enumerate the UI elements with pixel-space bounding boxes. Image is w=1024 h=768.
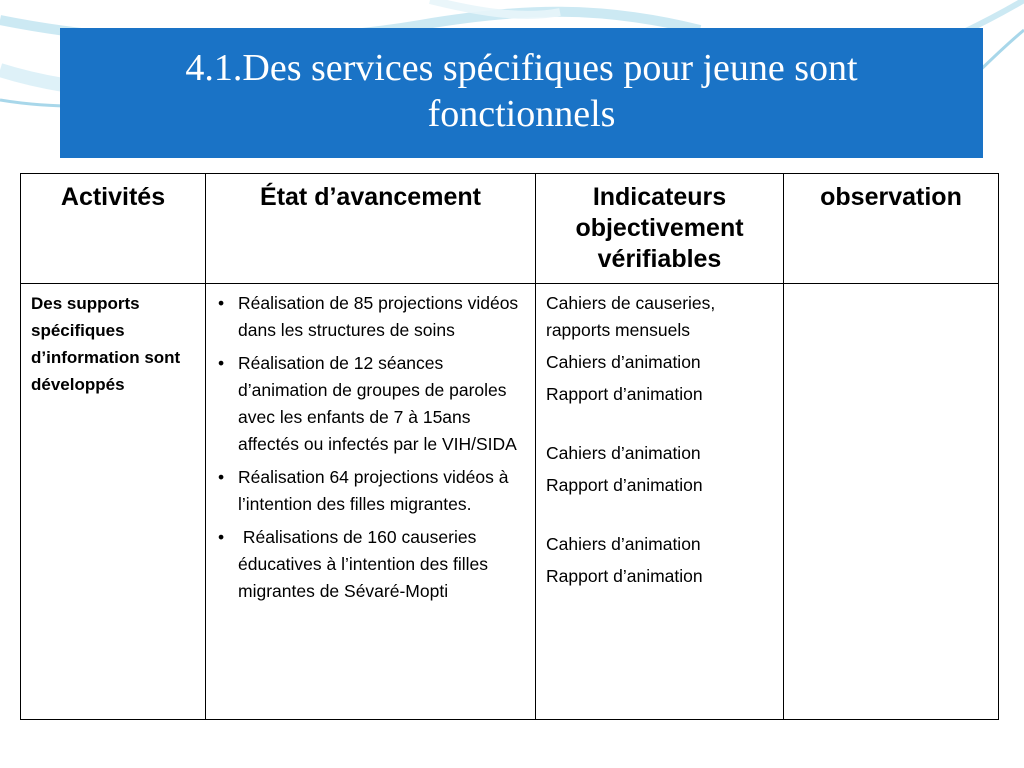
header-observation: observation [784, 174, 999, 284]
progress-item-text: Réalisation de 12 séances d’animation de groupes de paroles avec les enfants de 7 à 15ans affectés ou infectés par le VIH/SIDA [238, 353, 517, 454]
header-etat-avancement: État d’avancement [206, 174, 536, 284]
indicator-item: Rapport d’animation [546, 384, 703, 404]
progress-cell [206, 284, 536, 720]
indicator-item: Cahiers d’animation [546, 352, 701, 372]
slide-title: 4.1.Des services spécifiques pour jeune sont fonctionnels [185, 47, 858, 135]
observation-cell [784, 284, 999, 720]
bullet-icon: • [218, 527, 225, 547]
bullet-icon: • [218, 467, 225, 487]
bullet-icon: • [218, 293, 225, 313]
indicator-spacer [546, 504, 775, 531]
progress-item [216, 524, 527, 605]
title-banner [60, 28, 983, 158]
progress-item [216, 350, 527, 458]
progress-item-text: Réalisation 64 projections vidéos à l’intention des filles migrantes. [238, 467, 509, 514]
activity-cell [21, 284, 206, 720]
progress-list [216, 290, 527, 605]
progress-item [216, 464, 527, 518]
progress-item-text: Réalisations de 160 causeries éducatives à l’intention des filles migrantes de Sévaré-Mopti [238, 527, 493, 601]
header-indicateurs: Indicateurs objectivement vérifiables [536, 174, 784, 284]
indicator-item: Rapport d’animation [546, 566, 703, 586]
indicator-item: Cahiers de causeries, rapports mensuels [546, 293, 716, 340]
indicator-item: Cahiers d’animation [546, 534, 701, 554]
indicators-cell [536, 284, 784, 720]
progress-table [20, 173, 999, 720]
progress-item [216, 290, 527, 344]
activity-text: Des supports spécifiques d’information sont développés [31, 294, 181, 394]
progress-item-text: Réalisation de 85 projections vidéos dans les structures de soins [238, 293, 519, 340]
table-row [21, 284, 999, 720]
header-activites: Activités [21, 174, 206, 284]
table-header-row [21, 174, 999, 284]
indicator-item: Rapport d’animation [546, 475, 703, 495]
bullet-icon: • [218, 353, 225, 373]
indicator-item: Cahiers d’animation [546, 443, 701, 463]
indicator-spacer [546, 413, 775, 440]
